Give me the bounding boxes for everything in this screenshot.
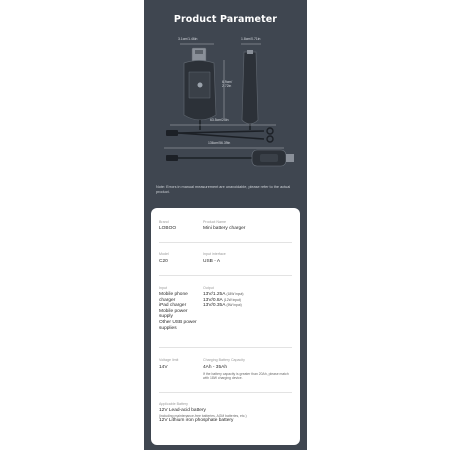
capacity-note: If the battery capacity is greater than 20Ah, please match with 18W charging device. xyxy=(203,372,289,380)
voltage-limit-label: Voltage limit xyxy=(159,358,179,362)
connector-length-label: 6.9cm/ 2.72in xyxy=(222,80,233,89)
split-cable-length-label: 63.5cm/25in xyxy=(210,118,229,122)
divider xyxy=(159,242,292,243)
input-item: Other USB power xyxy=(159,319,197,325)
divider xyxy=(159,347,292,348)
ring-terminal-icon xyxy=(267,128,273,134)
applicable-battery-line: 12V Lithium iron phosphate battery xyxy=(159,418,234,423)
product-parameter-panel xyxy=(144,0,307,450)
measurement-note: Note: Errors in manual measurement are unavoidable, please refer to the actual product. xyxy=(156,185,291,194)
connector-width-label: 3.1cm/1.46in xyxy=(178,37,198,41)
input-interface-label: Input interface xyxy=(203,252,226,256)
sae-connector-icon xyxy=(166,130,178,136)
output-item: 13V/0.35A (5W input) xyxy=(203,303,242,309)
connector-thickness-label: 1.8cm/0.71in xyxy=(241,37,261,41)
page-title: Product Parameter xyxy=(173,14,278,25)
input-list xyxy=(159,292,197,331)
output-item: 13V/1.25A (18W input) xyxy=(203,292,244,297)
usb-plug-icon xyxy=(286,154,294,162)
input-item: charger xyxy=(159,297,176,303)
total-cable-length-label: 136cm/56.39in xyxy=(208,141,231,145)
charger-body-side-icon xyxy=(242,52,258,124)
specification-card xyxy=(151,208,300,445)
input-item: iPad charger xyxy=(159,303,187,309)
divider xyxy=(159,275,292,276)
model-label: Model xyxy=(159,252,169,256)
applicable-battery-note: (including maintenance-free batteries, AGM batteries, etc.) xyxy=(159,414,247,418)
capacity-value: 4Ah - 35Ah xyxy=(203,365,228,370)
input-item: Mobile power xyxy=(159,308,188,314)
product-name-label: Product Name xyxy=(203,220,226,224)
model-value: C20 xyxy=(159,259,168,264)
input-item: supplies xyxy=(159,325,177,331)
input-item: Mobile phone xyxy=(159,292,188,297)
brand-label: Brand xyxy=(159,220,169,224)
sae-connector-icon xyxy=(166,155,178,161)
input-label: Input xyxy=(159,286,167,290)
applicable-battery-line: 12V Lead-acid battery xyxy=(159,408,206,413)
ring-terminal-icon xyxy=(267,136,273,142)
brand-value: LOBOO xyxy=(159,226,177,231)
output-label: Output xyxy=(203,286,214,290)
product-diagram xyxy=(144,30,307,180)
input-interface-value: USB - A xyxy=(203,259,221,264)
product-name-value: Mini battery charger xyxy=(203,226,246,231)
voltage-limit-value: 14V xyxy=(159,365,168,370)
applicable-battery-label: Applicable Battery xyxy=(159,402,188,406)
capacity-label: Charging Battery Capacity xyxy=(203,358,245,362)
divider xyxy=(159,392,292,393)
output-list xyxy=(203,292,244,309)
input-item: supply xyxy=(159,314,173,320)
output-item: 13V/0.8A (12W input) xyxy=(203,297,241,303)
